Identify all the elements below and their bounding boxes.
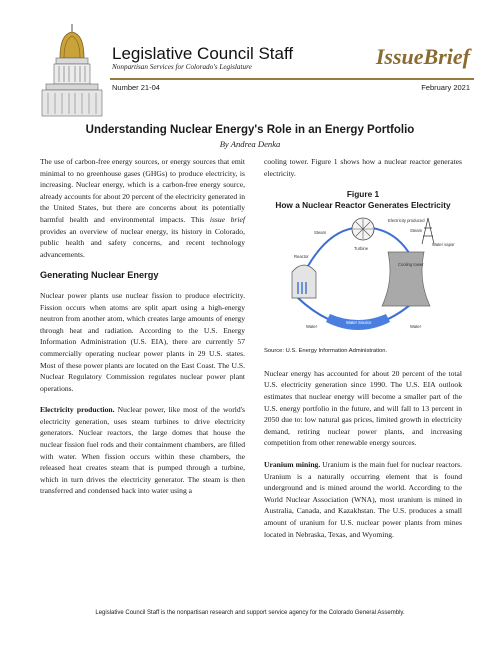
nuclear-reactor-diagram xyxy=(268,214,458,342)
figure-label: Figure 1 xyxy=(346,189,380,200)
generation-paragraph: Nuclear power plants use nuclear fission to produce electricity. Fission occurs when atoms are split apart using a high-energy neutron from another atom, which creates large amounts of energy through heat and radiation. According to the U.S. Energy Information Administration (U.S. EIA), there are currently 57 commercially operating nuclear power plants in 29 U.S. states. Most of these power plants are located on the East Coast. The U.S. Nuclear Regulatory Commission regulates nuclear power plant operations. xyxy=(40,290,245,393)
uranium-paragraph: Uranium mining. Uranium is the main fuel for nuclear reactors. Uranium is a naturally occurring element that is found underground and is mined around the world. According to the World Nuclear Association (WNA), most uranium is mined in Australia, Canada, and Kazakhstan. The U.S. produces a small amount of uranium for U.S. nuclear power plants from mines located in Nebraska, Texas, and Wyoming. xyxy=(264,459,463,539)
cooling-tower xyxy=(382,252,430,306)
label-water-right: Water xyxy=(410,324,422,330)
label-steam-top: Steam xyxy=(314,230,327,236)
org-subtitle: Nonpartisan Services for Colorado's Legislature xyxy=(112,63,252,71)
reactor-dome xyxy=(292,265,316,298)
issue-brief-brand: IssueBrief xyxy=(375,44,470,69)
continuation-paragraph: cooling tower. Figure 1 shows how a nuclear reactor generates electricity. xyxy=(264,157,462,178)
issue-number: Number 21-04 xyxy=(112,83,160,92)
figure-source: Source: U.S. Energy Information Administration. xyxy=(264,348,388,355)
left-column xyxy=(40,156,245,507)
figure-title: How a Nuclear Reactor Generates Electricity xyxy=(275,199,451,210)
label-cooling-tower: Cooling tower xyxy=(398,262,424,268)
figure-caption xyxy=(264,189,462,210)
section-heading: Generating Nuclear Energy xyxy=(40,270,159,281)
label-steam-right: Steam xyxy=(410,228,423,234)
label-water-vapor: Water vapor xyxy=(432,242,455,248)
right-column xyxy=(264,156,462,550)
capitol-dome-logo xyxy=(38,22,106,122)
production-paragraph: Electricity production. Nuclear power, like most of the world's electricity generation, uses steam turbines to drive electricity generators. Nuclear reactors, the large domes that house the nuclear fission fuel rods and their containment chambers, are filled with water. When fission occurs within these chambers, the released heat creates steam that is pumped through a turbine, which in turn drives the electricity generator. The steam is then transferred and condensed back into water using a xyxy=(40,405,245,496)
document-author: By Andrea Denka xyxy=(219,139,281,149)
label-reactor: Reactor xyxy=(294,254,309,260)
label-turbine: Turbine xyxy=(354,246,369,252)
issue-date: February 2021 xyxy=(421,83,470,92)
document-title: Understanding Nuclear Energy's Role in an Energy Portfolio xyxy=(85,124,415,136)
intro-paragraph: The use of carbon-free energy sources, or energy sources that emit minimal to no greenhouse gases (GHGs) to produce electricity, is increasing. Nuclear energy, which is a carbon-free energy source, already accounts for about 20 percent of the electricity generated in the United States, but there are concerns about its potentially harmful health and environmental impacts. This issue brief provides an overview of nuclear energy, its history in Colorado, public health and safety concerns, and recent technology advancements. xyxy=(40,157,245,259)
statistics-paragraph: Nuclear energy has accounted for about 20 percent of the total U.S. electricity generation since 1990. The U.S. EIA outlook estimates that nuclear energy will become a smaller part of the U.S. energy portfolio in the future, and will fall to 13 percent in 2050 due to: low natural gas prices, limited growth in electricity demand, retiring nuclear power plants, and increasing competition from other renewable energy sources. xyxy=(264,368,462,448)
page-footer: Legislative Council Staff is the nonpartisan research and support service agency for the Colorado General Assembly. xyxy=(95,610,405,616)
label-electricity: Electricity produced xyxy=(388,218,425,224)
label-water-left: Water xyxy=(306,324,318,330)
label-water-source: Water Source xyxy=(346,320,372,326)
org-title: Legislative Council Staff xyxy=(112,44,294,63)
header-rule xyxy=(110,78,474,80)
